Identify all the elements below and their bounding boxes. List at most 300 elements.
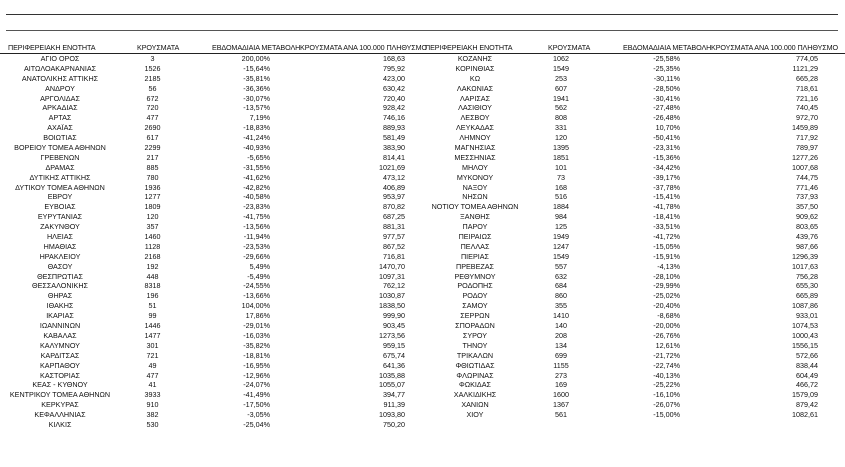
right-change-cell: -25,22% (653, 380, 680, 390)
left-per100k-cell: 168,63 (383, 54, 405, 63)
left-cases-cell: 2299 (144, 143, 161, 153)
right-cases-cell: 557 (555, 261, 567, 271)
left-per100k-cell: 675,74 (383, 350, 405, 360)
right-region-cell: ΣΠΟΡΑΔΩΝ (455, 321, 495, 331)
right-per100k-cell: 717,92 (796, 133, 818, 143)
left-change-cell: 200,00% (241, 54, 270, 63)
left-cases-cell: 49 (148, 360, 157, 370)
left-region-cell: ΗΜΑΘΙΑΣ (43, 241, 77, 251)
left-per100k-cell: 1097,31 (379, 271, 405, 281)
left-change-cell: -36,36% (243, 83, 270, 93)
left-cases-cell: 1446 (144, 321, 161, 331)
left-cases-cell: 196 (146, 291, 159, 301)
right-change-cell: -4,13% (657, 261, 680, 271)
right-cases-cell: 1062 (553, 54, 569, 63)
left-change-cell: -23,53% (243, 241, 270, 251)
table-row (0, 272, 845, 282)
right-per100k-cell: 1074,53 (792, 321, 818, 331)
left-region-cell: ΙΚΑΡΙΑΣ (46, 311, 74, 321)
left-change-cell: -3,05% (247, 410, 270, 420)
table-body (0, 54, 845, 430)
table-row (0, 123, 845, 133)
left-cases-cell: 120 (146, 212, 159, 222)
table-row (0, 262, 845, 272)
left-per100k-cell: 423,00 (383, 73, 405, 83)
table-row (0, 380, 845, 390)
left-region-cell: ΕΥΡΥΤΑΝΙΑΣ (37, 212, 83, 222)
right-cases-cell: 516 (555, 192, 567, 202)
table-row (0, 351, 845, 361)
left-per100k-cell: 977,57 (383, 232, 405, 242)
right-change-cell: -41,72% (653, 232, 680, 242)
left-region-cell: ΙΘΑΚΗΣ (46, 301, 74, 311)
table-row (0, 143, 845, 153)
right-change-cell: -8,68% (657, 311, 680, 321)
right-per100k-cell: 655,30 (796, 281, 818, 291)
right-cases-cell: 1155 (553, 360, 569, 370)
left-change-cell: -41,75% (243, 212, 270, 222)
right-region-cell: ΡΕΘΥΜΝΟΥ (454, 271, 496, 281)
right-change-cell: -41,78% (653, 202, 680, 212)
table-row (0, 64, 845, 74)
top-rule (6, 14, 838, 15)
left-change-cell: -16,03% (243, 330, 270, 340)
right-per100k-cell: 1000,43 (792, 330, 818, 340)
left-cases-cell: 3 (150, 54, 155, 63)
right-region-cell: ΛΑΣΙΘΙΟΥ (458, 103, 492, 113)
left-per100k-cell: 581,49 (383, 133, 405, 143)
left-per100k-cell: 889,93 (383, 123, 405, 133)
right-change-cell: -25,35% (653, 63, 680, 73)
right-per100k-cell: 737,93 (796, 192, 818, 202)
right-change-cell: -22,74% (653, 360, 680, 370)
table-row (0, 252, 845, 262)
right-per100k-cell: 357,50 (796, 202, 818, 212)
right-cases-cell: 1600 (553, 390, 569, 400)
right-region-cell: ΣΥΡΟΥ (462, 330, 488, 340)
left-region-cell: ΑΡΤΑΣ (48, 113, 72, 123)
table-row (0, 153, 845, 163)
left-per100k-cell: 641,36 (383, 360, 405, 370)
right-change-cell: -26,48% (653, 113, 680, 123)
right-per100k-cell: 1087,86 (792, 301, 818, 311)
left-change-cell: 104,00% (241, 301, 270, 311)
left-change-cell: -5,65% (247, 152, 270, 162)
table-row (0, 192, 845, 202)
right-region-cell: ΠΕΛΛΑΣ (460, 241, 490, 251)
right-change-cell: 10,70% (655, 123, 680, 133)
right-region-cell: ΡΟΔΟΠΗΣ (457, 281, 493, 291)
left-region-cell: ΚΑΛΥΜΝΟΥ (40, 340, 80, 350)
table-row (0, 212, 845, 222)
right-region-cell: ΛΑΚΩΝΙΑΣ (456, 83, 494, 93)
right-per100k-cell: 987,66 (796, 241, 818, 251)
left-change-cell: -16,95% (243, 360, 270, 370)
right-region-cell: ΠΑΡΟΥ (462, 222, 488, 232)
right-region-cell: ΚΟΡΙΝΘΙΑΣ (455, 63, 495, 73)
left-per100k-cell: 1838,50 (379, 301, 405, 311)
left-cases-cell: 41 (148, 380, 157, 390)
right-per100k-cell: 756,28 (796, 271, 818, 281)
right-cases-cell: 699 (555, 350, 567, 360)
table-header (0, 43, 845, 54)
right-cases-cell: 134 (555, 340, 567, 350)
right-change-cell: -26,07% (653, 400, 680, 410)
right-per100k-cell: 740,45 (796, 103, 818, 113)
table-row (0, 420, 845, 430)
right-region-cell: ΦΩΚΙΔΑΣ (459, 380, 491, 390)
right-region-cell: ΧΑΝΙΩΝ (461, 400, 489, 410)
second-rule (6, 30, 838, 31)
right-per100k-cell: 1296,39 (792, 251, 818, 261)
left-cases-cell: 1936 (144, 182, 161, 192)
left-region-cell: ΕΒΡΟΥ (47, 192, 73, 202)
header-cases-right: ΚΡΟΥΣΜΑΤΑ (548, 43, 591, 52)
right-region-cell: ΠΕΙΡΑΙΩΣ (458, 232, 492, 242)
left-region-cell: ΘΑΣΟΥ (47, 261, 73, 271)
right-cases-cell: 1549 (553, 63, 569, 73)
right-change-cell: -15,91% (653, 251, 680, 261)
left-cases-cell: 720 (146, 103, 159, 113)
left-region-cell: ΗΡΑΚΛΕΙΟΥ (39, 251, 81, 261)
left-cases-cell: 2185 (144, 73, 161, 83)
right-per100k-cell: 838,44 (796, 360, 818, 370)
right-per100k-cell: 572,66 (796, 350, 818, 360)
left-change-cell: -29,66% (243, 251, 270, 261)
table-row (0, 173, 845, 183)
left-cases-cell: 2168 (144, 251, 161, 261)
left-per100k-cell: 1021,69 (379, 162, 405, 172)
left-change-cell: -12,96% (243, 370, 270, 380)
right-per100k-cell: 972,70 (796, 113, 818, 123)
right-cases-cell: 984 (555, 212, 567, 222)
left-per100k-cell: 1055,07 (379, 380, 405, 390)
right-per100k-cell: 718,61 (796, 83, 818, 93)
left-cases-cell: 1277 (144, 192, 161, 202)
left-cases-cell: 780 (146, 172, 159, 182)
left-cases-cell: 2690 (144, 123, 161, 133)
right-region-cell: ΤΡΙΚΑΛΩΝ (456, 350, 494, 360)
right-per100k-cell: 721,16 (796, 93, 818, 103)
right-change-cell: -28,10% (653, 271, 680, 281)
left-change-cell: -40,58% (243, 192, 270, 202)
left-cases-cell: 672 (146, 93, 159, 103)
left-cases-cell: 301 (146, 340, 159, 350)
left-region-cell: ΚΕΝΤΡΙΚΟΥ ΤΟΜΕΑ ΑΘΗΝΩΝ (9, 390, 111, 400)
right-cases-cell: 1367 (553, 400, 569, 410)
left-per100k-cell: 1093,80 (379, 410, 405, 420)
right-change-cell: -18,41% (653, 212, 680, 222)
table-row (0, 103, 845, 113)
left-change-cell: -18,83% (243, 123, 270, 133)
left-region-cell: ΑΧΑΪΑΣ (47, 123, 73, 133)
right-per100k-cell: 665,28 (796, 73, 818, 83)
left-region-cell: ΗΛΕΙΑΣ (46, 232, 74, 242)
left-region-cell: ΚΑΣΤΟΡΙΑΣ (40, 370, 80, 380)
left-region-cell: ΘΕΣΠΡΩΤΙΑΣ (37, 271, 83, 281)
table-row (0, 331, 845, 341)
left-cases-cell: 1809 (144, 202, 161, 212)
table-row (0, 232, 845, 242)
right-cases-cell: 208 (555, 330, 567, 340)
left-per100k-cell: 394,77 (383, 390, 405, 400)
right-region-cell: ΝΗΣΩΝ (462, 192, 488, 202)
table-row (0, 242, 845, 252)
left-region-cell: ΑΝΔΡΟΥ (45, 83, 75, 93)
left-per100k-cell: 716,81 (383, 251, 405, 261)
right-region-cell: ΣΑΜΟΥ (462, 301, 488, 311)
left-cases-cell: 448 (146, 271, 159, 281)
right-region-cell: ΦΘΙΩΤΙΔΑΣ (455, 360, 495, 370)
table-row (0, 202, 845, 212)
right-cases-cell: 607 (555, 83, 567, 93)
table-row (0, 163, 845, 173)
left-region-cell: ΑΙΤΩΛΟΑΚΑΡΝΑΝΙΑΣ (23, 63, 97, 73)
right-cases-cell: 169 (555, 380, 567, 390)
right-cases-cell: 1941 (553, 93, 569, 103)
right-cases-cell: 562 (555, 103, 567, 113)
right-per100k-cell: 1017,63 (792, 261, 818, 271)
left-cases-cell: 382 (146, 410, 159, 420)
header-change-left: ΕΒΔΟΜΑΔΙΑΙΑ ΜΕΤΑΒΟΛΗ (212, 43, 301, 52)
right-per100k-cell: 933,01 (796, 311, 818, 321)
left-change-cell: -31,55% (243, 162, 270, 172)
left-region-cell: ΑΝΑΤΟΛΙΚΗΣ ΑΤΤΙΚΗΣ (21, 73, 99, 83)
table-row (0, 84, 845, 94)
right-region-cell: ΚΟΖΑΝΗΣ (457, 54, 493, 63)
left-per100k-cell: 911,39 (383, 400, 405, 410)
left-change-cell: -41,49% (243, 390, 270, 400)
right-region-cell: ΞΑΝΘΗΣ (460, 212, 490, 222)
right-region-cell: ΠΙΕΡΙΑΣ (460, 251, 489, 261)
table-row (0, 291, 845, 301)
right-change-cell: -30,11% (653, 73, 680, 83)
right-change-cell: -30,41% (653, 93, 680, 103)
left-per100k-cell: 814,41 (383, 152, 405, 162)
left-region-cell: ΚΙΛΚΙΣ (48, 419, 72, 429)
table-row (0, 222, 845, 232)
left-region-cell: ΘΗΡΑΣ (47, 291, 73, 301)
left-cases-cell: 99 (148, 311, 157, 321)
left-cases-cell: 1128 (144, 241, 161, 251)
left-per100k-cell: 750,20 (383, 419, 405, 429)
table-row (0, 54, 845, 64)
table-row (0, 74, 845, 84)
table-row (0, 281, 845, 291)
left-per100k-cell: 959,15 (383, 340, 405, 350)
right-cases-cell: 684 (555, 281, 567, 291)
left-region-cell: ΚΕΑΣ - ΚΥΘΝΟΥ (32, 380, 88, 390)
left-region-cell: ΑΓΙΟ ΟΡΟΣ (40, 54, 80, 63)
left-change-cell: -29,01% (243, 321, 270, 331)
left-per100k-cell: 1470,70 (379, 261, 405, 271)
right-per100k-cell: 665,89 (796, 291, 818, 301)
right-change-cell: -21,72% (653, 350, 680, 360)
table-row (0, 390, 845, 400)
left-cases-cell: 8318 (144, 281, 161, 291)
left-per100k-cell: 1035,88 (379, 370, 405, 380)
left-cases-cell: 192 (146, 261, 159, 271)
header-change-right: ΕΒΔΟΜΑΔΙΑΙΑ ΜΕΤΑΒΟΛΗ (623, 43, 712, 52)
left-per100k-cell: 1030,87 (379, 291, 405, 301)
right-region-cell: ΜΗΛΟΥ (462, 162, 488, 172)
left-change-cell: 7,19% (249, 113, 270, 123)
right-change-cell: -50,41% (653, 133, 680, 143)
left-change-cell: 17,86% (245, 311, 270, 321)
left-region-cell: ΔΥΤΙΚΗΣ ΑΤΤΙΚΗΣ (29, 172, 91, 182)
left-cases-cell: 530 (146, 419, 159, 429)
right-per100k-cell: 604,49 (796, 370, 818, 380)
left-region-cell: ΚΕΦΑΛΛΗΝΙΑΣ (34, 410, 86, 420)
right-region-cell: ΚΩ (469, 73, 481, 83)
right-cases-cell: 101 (555, 162, 567, 172)
left-change-cell: -17,50% (243, 400, 270, 410)
table-row (0, 410, 845, 420)
left-per100k-cell: 383,90 (383, 143, 405, 153)
table-row (0, 400, 845, 410)
right-region-cell: ΜΕΣΣΗΝΙΑΣ (454, 152, 496, 162)
left-region-cell: ΔΥΤΙΚΟΥ ΤΟΜΕΑ ΑΘΗΝΩΝ (15, 182, 105, 192)
right-region-cell: ΛΕΥΚΑΔΑΣ (455, 123, 494, 133)
left-per100k-cell: 953,97 (383, 192, 405, 202)
left-region-cell: ΕΥΒΟΙΑΣ (44, 202, 76, 212)
left-per100k-cell: 746,16 (383, 113, 405, 123)
right-per100k-cell: 774,05 (796, 54, 818, 63)
left-change-cell: -13,66% (243, 291, 270, 301)
right-region-cell: ΛΕΣΒΟΥ (460, 113, 490, 123)
right-cases-cell: 1247 (553, 241, 569, 251)
header-per100k-right: ΚΡΟΥΣΜΑΤΑ ΑΝΑ 100.000 ΠΛΗΘΥΣΜΟ (711, 43, 838, 52)
left-region-cell: ΖΑΚΥΝΘΟΥ (40, 222, 80, 232)
left-per100k-cell: 881,31 (383, 222, 405, 232)
right-region-cell: ΜΥΚΟΝΟΥ (456, 172, 494, 182)
left-region-cell: ΒΟΙΩΤΙΑΣ (43, 133, 77, 143)
right-change-cell: -15,41% (653, 192, 680, 202)
left-per100k-cell: 630,42 (383, 83, 405, 93)
right-change-cell: -25,58% (653, 54, 680, 63)
right-change-cell: -15,05% (653, 241, 680, 251)
right-change-cell: -16,10% (653, 390, 680, 400)
right-change-cell: -34,42% (653, 162, 680, 172)
right-cases-cell: 1949 (553, 232, 569, 242)
right-per100k-cell: 439,76 (796, 232, 818, 242)
left-change-cell: -41,24% (243, 133, 270, 143)
right-per100k-cell: 1082,61 (792, 410, 818, 420)
left-change-cell: -15,64% (243, 63, 270, 73)
right-cases-cell: 273 (555, 370, 567, 380)
left-change-cell: -41,62% (243, 172, 270, 182)
right-cases-cell: 140 (555, 321, 567, 331)
header-per100k-left: ΚΡΟΥΣΜΑΤΑ ΑΝΑ 100.000 ΠΛΗΘΥΣΜΟ (300, 43, 427, 52)
right-region-cell: ΧΑΛΚΙΔΙΚΗΣ (453, 390, 497, 400)
left-region-cell: ΙΩΑΝΝΙΝΩΝ (39, 321, 81, 331)
left-change-cell: -23,83% (243, 202, 270, 212)
right-per100k-cell: 879,42 (796, 400, 818, 410)
right-change-cell: -25,02% (653, 291, 680, 301)
left-per100k-cell: 762,12 (383, 281, 405, 291)
right-change-cell: -20,00% (653, 321, 680, 331)
right-change-cell: -20,40% (653, 301, 680, 311)
right-region-cell: ΤΗΝΟΥ (462, 340, 488, 350)
table-row (0, 341, 845, 351)
left-per100k-cell: 1273,56 (379, 330, 405, 340)
right-per100k-cell: 909,62 (796, 212, 818, 222)
right-cases-cell: 125 (555, 222, 567, 232)
right-cases-cell: 331 (555, 123, 567, 133)
left-cases-cell: 51 (148, 301, 157, 311)
right-cases-cell: 1395 (553, 143, 569, 153)
right-change-cell: -28,50% (653, 83, 680, 93)
left-change-cell: -24,07% (243, 380, 270, 390)
left-change-cell: -5,49% (247, 271, 270, 281)
right-per100k-cell: 789,97 (796, 143, 818, 153)
right-region-cell: ΠΡΕΒΕΖΑΣ (456, 261, 494, 271)
right-change-cell: -26,76% (653, 330, 680, 340)
left-region-cell: ΘΕΣΣΑΛΟΝΙΚΗΣ (32, 281, 88, 291)
left-cases-cell: 56 (148, 83, 157, 93)
right-cases-cell: 1549 (553, 251, 569, 261)
right-per100k-cell: 744,75 (796, 172, 818, 182)
left-change-cell: -35,82% (243, 340, 270, 350)
left-per100k-cell: 720,40 (383, 93, 405, 103)
table-row (0, 321, 845, 331)
left-cases-cell: 477 (146, 370, 159, 380)
right-change-cell: -33,51% (653, 222, 680, 232)
right-per100k-cell: 1459,89 (792, 123, 818, 133)
left-region-cell: ΔΡΑΜΑΣ (45, 162, 75, 172)
left-region-cell: ΚΑΡΠΑΘΟΥ (40, 360, 80, 370)
right-cases-cell: 1884 (553, 202, 569, 212)
statistics-table (0, 43, 845, 467)
right-cases-cell: 1851 (553, 152, 569, 162)
right-region-cell: ΧΙΟΥ (466, 410, 484, 420)
left-per100k-cell: 406,89 (383, 182, 405, 192)
right-region-cell: ΦΛΩΡΙΝΑΣ (456, 370, 494, 380)
left-change-cell: -18,81% (243, 350, 270, 360)
left-change-cell: -11,94% (243, 232, 270, 242)
left-cases-cell: 217 (146, 152, 159, 162)
left-change-cell: -13,56% (243, 222, 270, 232)
right-region-cell: ΝΟΤΙΟΥ ΤΟΜΕΑ ΑΘΗΝΩΝ (431, 202, 519, 212)
left-cases-cell: 1460 (144, 232, 161, 242)
right-region-cell: ΣΕΡΡΩΝ (460, 311, 490, 321)
header-region-right: ΠΕΡΙΦΕΡΕΙΑΚΗ ΕΝΟΤΗΤΑ (425, 43, 513, 52)
right-change-cell: -27,48% (653, 103, 680, 113)
right-per100k-cell: 1121,29 (792, 63, 818, 73)
right-region-cell: ΛΑΡΙΣΑΣ (459, 93, 491, 103)
right-change-cell: -29,99% (653, 281, 680, 291)
right-change-cell: -39,17% (653, 172, 680, 182)
right-per100k-cell: 771,46 (796, 182, 818, 192)
left-per100k-cell: 867,52 (383, 241, 405, 251)
right-cases-cell: 168 (555, 182, 567, 192)
right-per100k-cell: 1556,15 (792, 340, 818, 350)
left-per100k-cell: 795,92 (383, 63, 405, 73)
right-cases-cell: 561 (555, 410, 567, 420)
header-region-left: ΠΕΡΙΦΕΡΕΙΑΚΗ ΕΝΟΤΗΤΑ (8, 43, 96, 52)
right-change-cell: -37,78% (653, 182, 680, 192)
right-region-cell: ΡΟΔΟΥ (462, 291, 488, 301)
left-change-cell: -25,04% (243, 419, 270, 429)
left-change-cell: -24,55% (243, 281, 270, 291)
table-row (0, 361, 845, 371)
left-per100k-cell: 473,12 (383, 172, 405, 182)
table-row (0, 113, 845, 123)
right-region-cell: ΝΑΞΟΥ (462, 182, 488, 192)
left-cases-cell: 357 (146, 222, 159, 232)
table-row (0, 133, 845, 143)
left-change-cell: -13,57% (243, 103, 270, 113)
